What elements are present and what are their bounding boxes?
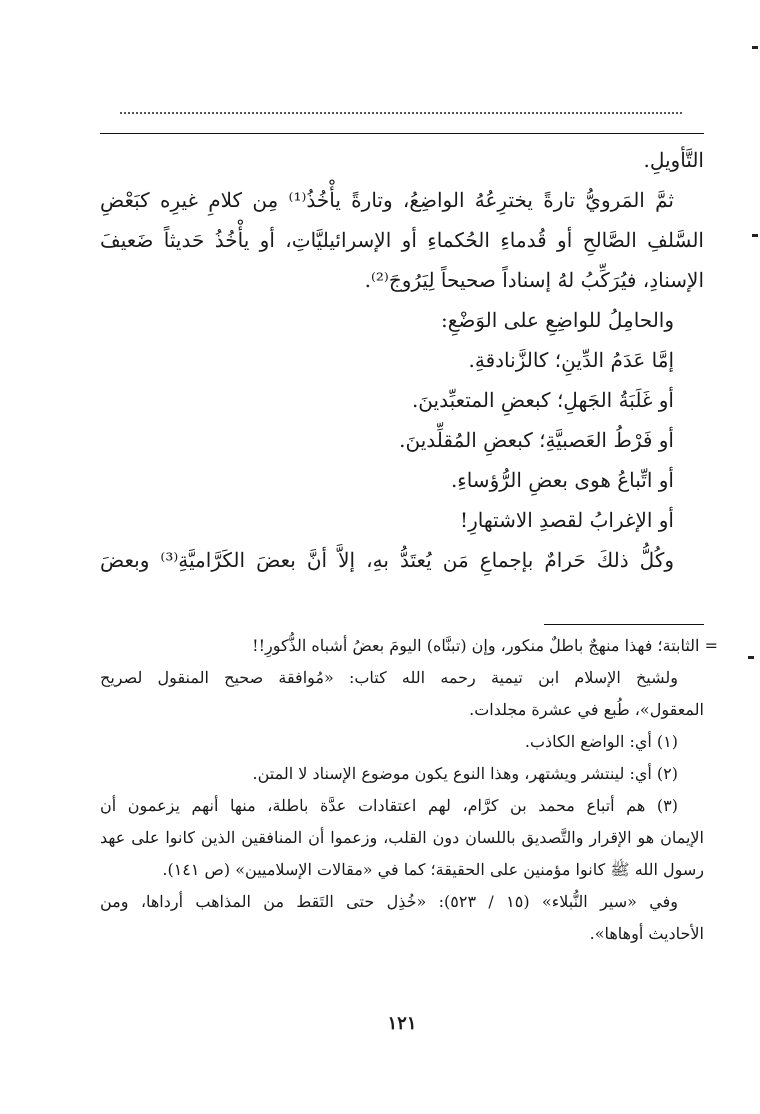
header-dotted-line: [120, 112, 682, 114]
footnotes: [100, 630, 718, 950]
footnote-line: ولشيخ الإسلام ابن تيمية رحمه الله كتاب: «مُوافقة صحيح المنقول لصريح: [100, 668, 678, 687]
text-line: الإسنادِ، فيُرَكِّبُ لهُ إسناداً صحيحاً لِيَرُوجَ⁽²⁾.: [364, 268, 704, 292]
text-line: أو فَرْطُ العَصبيَّةِ؛ كبعضِ المُقلِّدينَ.: [399, 428, 674, 452]
text-line: التَّأويلِ.: [643, 148, 704, 172]
text-line: أو اتِّباعُ هوى بعضِ الرُّؤساءِ.: [450, 468, 674, 492]
text-line: إمَّا عَدَمُ الدِّينِ؛ كالزَّنادقةِ.: [468, 348, 674, 372]
footnote-line: وفي «سير النُّبلاء» (١٥ / ٥٢٣): «خُذِل حتى التَقط من المذاهب أرداها، ومن: [100, 892, 679, 911]
book-page: [100, 0, 718, 1114]
footnote-line: المعقول»، طُبع في عشرة مجلدات.: [469, 700, 704, 719]
text-line: أو الإغرابُ لقصدِ الاشتهارِ!: [460, 508, 674, 532]
edge-mark-top: [752, 46, 758, 49]
header-rule: [100, 133, 704, 134]
edge-mark-mid: [752, 234, 758, 237]
text-line: ثمَّ المَرويُّ تارةً يخترِعُهُ الواضِعُ، وتارةً يأْخُذُ⁽¹⁾ مِن كلامِ غيرِه كبَعْضِ: [100, 188, 674, 212]
footnote-line: (٢) أي: لينتشر ويشتهر، وهذا النوع يكون موضوع الإسناد لا المتن.: [252, 764, 678, 783]
text-line: والحامِلُ للواضِعِ على الوَضْعِ:: [440, 308, 674, 332]
main-text: [100, 140, 704, 580]
footnote-line: الإيمان هو الإقرار والتَّصديق باللسان دون القلب، وزعموا أن المنافقين الذين كانوا على عهد: [100, 828, 704, 847]
footnote-line: (٣) هم أتباع محمد بن كرَّام، لهم اعتقادات عدَّة باطلة، منها أنهم يزعمون أن: [100, 796, 679, 815]
footnote-line: رسول الله ﷺ كانوا مؤمنين على الحقيقة؛ كما في «مقالات الإسلاميين» (ص ١٤١).: [162, 860, 704, 879]
footnote-line: = الثابتة؛ فهذا منهجٌ باطلٌ منكور، وإن (تبنَّاه) اليومَ بعضُ أشباه الذُّكورِ!!: [252, 636, 718, 655]
text-line: وكُلُّ ذلكَ حَرامٌ بإجماعِ مَن يُعتَدُّ بهِ، إلاَّ أنَّ بعضَ الكَرَّاميَّةِ⁽³⁾ وبعضَ: [100, 548, 674, 572]
page-number: ١٢١: [387, 1013, 417, 1034]
text-line: السَّلفِ الصَّالحِ أو قُدماءِ الحُكماءِ أو الإسرائيليَّاتِ، أو يأْخُذُ حَديثاً ضَعيفَ: [100, 228, 704, 252]
footnote-line: الأحاديث أوهاها».: [589, 924, 704, 943]
edge-mark-low: [748, 656, 754, 659]
footnote-line: (١) أي: الواضع الكاذب.: [524, 732, 678, 751]
text-line: أو غَلَبَةُ الجَهلِ؛ كبعضِ المتعبِّدينَ.: [411, 388, 674, 412]
footnote-separator: [544, 624, 704, 625]
